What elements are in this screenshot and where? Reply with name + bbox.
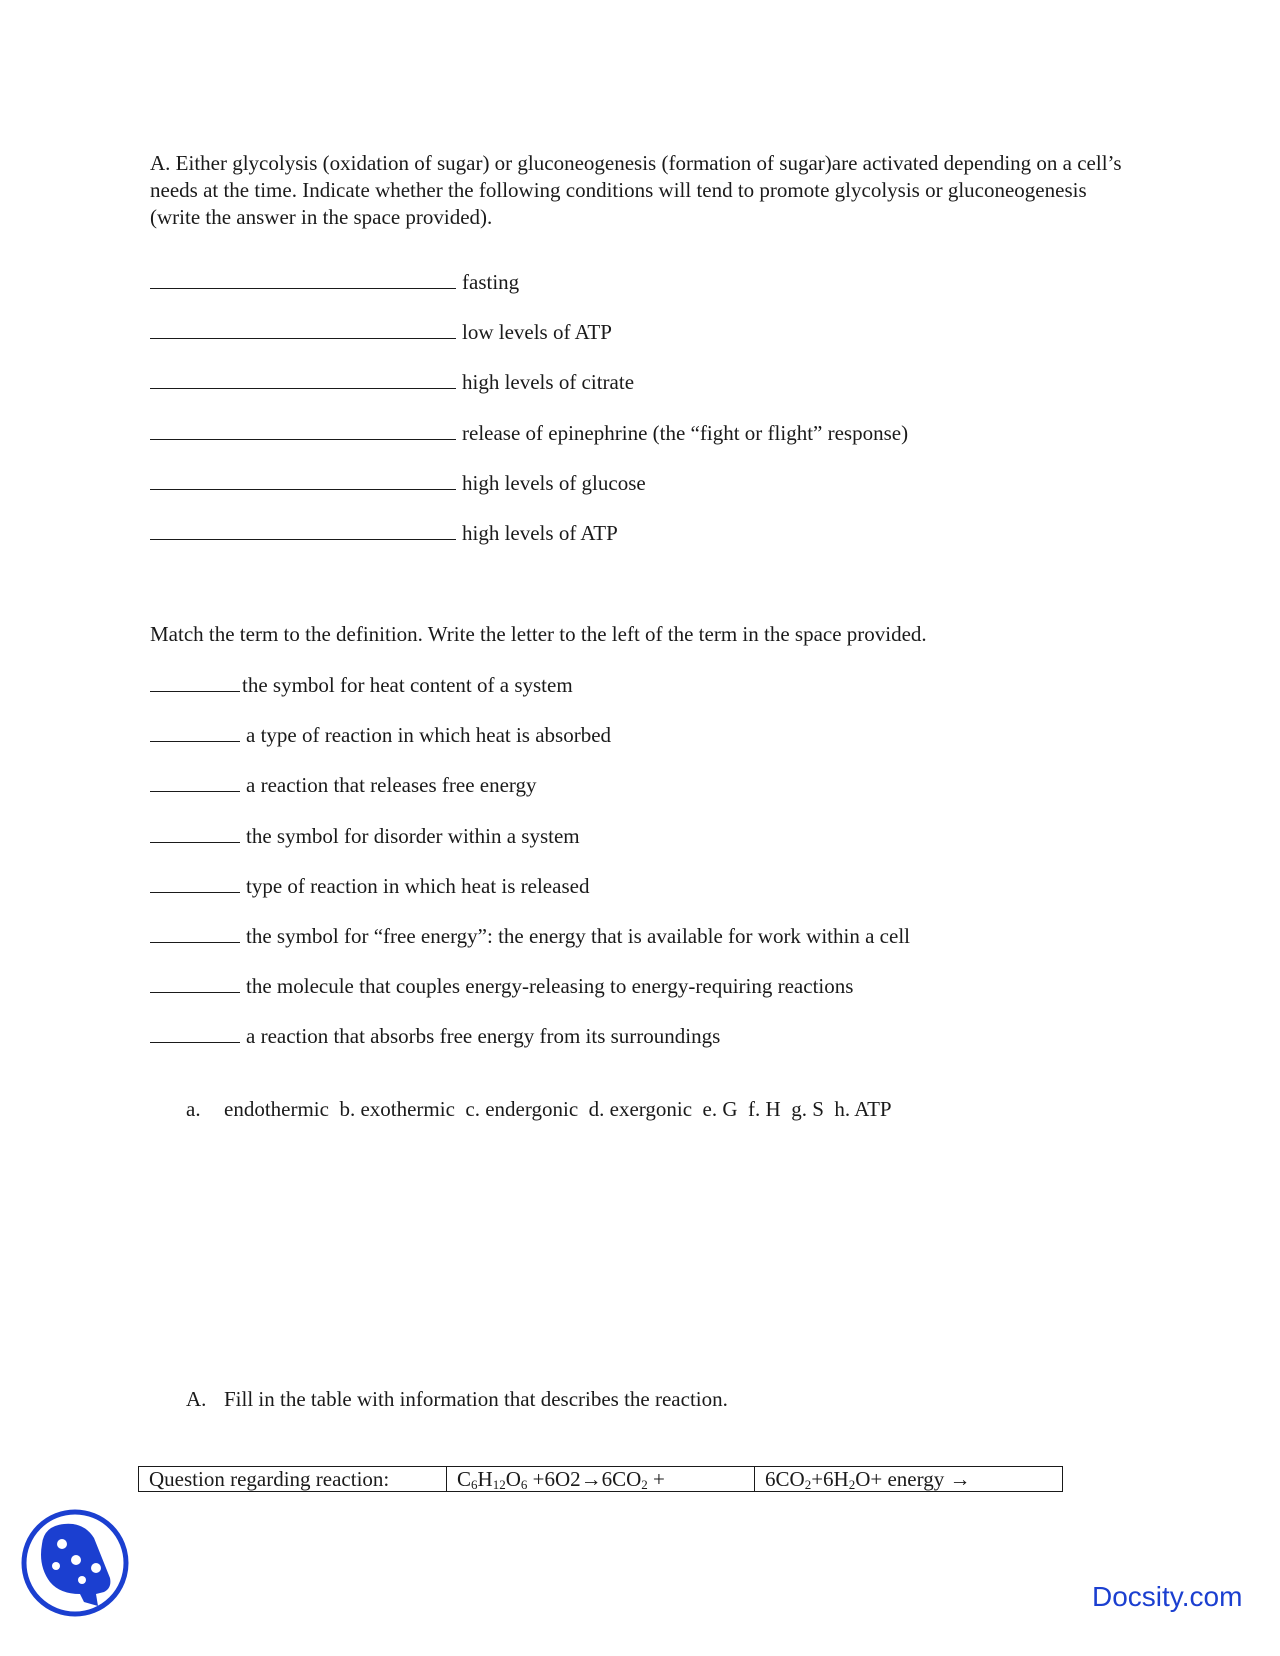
condition-row bbox=[150, 268, 519, 295]
condition-row bbox=[150, 519, 618, 546]
condition-row bbox=[150, 419, 908, 446]
docsity-logo-icon bbox=[20, 1508, 130, 1618]
answer-blank[interactable] bbox=[150, 671, 240, 692]
answer-blank[interactable] bbox=[150, 721, 240, 742]
definition-text: type of reaction in which heat is released bbox=[246, 874, 590, 898]
answer-blank[interactable] bbox=[150, 419, 456, 440]
definition-row bbox=[150, 771, 537, 798]
definition-row bbox=[150, 972, 853, 999]
condition-row bbox=[150, 368, 634, 395]
docsity-brand-link[interactable]: Docsity.com bbox=[1092, 1581, 1243, 1612]
condition-text: high levels of ATP bbox=[462, 521, 618, 545]
definition-row bbox=[150, 721, 611, 748]
table-instruction-text: Fill in the table with information that describes the reaction. bbox=[224, 1387, 728, 1411]
condition-row bbox=[150, 469, 646, 496]
definition-text: the symbol for disorder within a system bbox=[246, 824, 580, 848]
answer-blank[interactable] bbox=[150, 922, 240, 943]
answer-blank[interactable] bbox=[150, 771, 240, 792]
header-cell-question: Question regarding reaction: bbox=[139, 1467, 447, 1492]
answer-blank[interactable] bbox=[150, 469, 456, 490]
definition-text: a reaction that releases free energy bbox=[246, 773, 537, 797]
options-enum: a. bbox=[186, 1097, 201, 1121]
definition-row bbox=[150, 1022, 720, 1049]
reaction-table bbox=[138, 1466, 1063, 1492]
condition-row bbox=[150, 318, 612, 345]
definition-text: the symbol for “free energy”: the energy that is available for work within a cell bbox=[246, 924, 910, 948]
definition-row bbox=[150, 872, 589, 899]
answer-blank[interactable] bbox=[150, 1022, 240, 1043]
header-cell-respiration: $C_6H_{12}O_6 +6O2\to 6CO_2$ + bbox=[447, 1467, 755, 1492]
answer-blank[interactable] bbox=[150, 318, 456, 339]
answer-blank[interactable] bbox=[150, 822, 240, 843]
answer-blank[interactable] bbox=[150, 268, 456, 289]
definition-row bbox=[150, 822, 580, 849]
table-instruction-enum: A. bbox=[186, 1387, 207, 1411]
definition-text: the symbol for heat content of a system bbox=[242, 673, 573, 697]
answer-blank[interactable] bbox=[150, 872, 240, 893]
matching-instruction: Match the term to the definition. Write the letter to the left of the term in the space provided. bbox=[150, 622, 927, 646]
term-options bbox=[186, 1096, 892, 1122]
condition-text: high levels of glucose bbox=[462, 471, 646, 495]
section-a-intro: A. Either glycolysis (oxidation of sugar) or gluconeogenesis (formation of sugar)are activated depending on a cell’s needs at the time. Indicate whether the following conditions will tend to promote glycolysis or gluconeogenesis (write the answer in the space provided). bbox=[150, 151, 1122, 229]
condition-text: fasting bbox=[462, 270, 520, 294]
condition-text: high levels of citrate bbox=[462, 370, 635, 394]
condition-text: release of epinephrine (the “fight or flight” response) bbox=[462, 421, 909, 445]
header-cell-photosynthesis: $6CO_2+6H_2O+$ energy → bbox=[755, 1467, 1063, 1492]
answer-blank[interactable] bbox=[150, 519, 456, 540]
definition-row bbox=[150, 922, 910, 949]
table-instruction bbox=[186, 1386, 728, 1412]
table-header-row bbox=[139, 1467, 1063, 1492]
definition-row bbox=[150, 671, 573, 698]
definition-text: a reaction that absorbs free energy from its surroundings bbox=[246, 1024, 721, 1048]
definition-text: the molecule that couples energy-releasing to energy-requiring reactions bbox=[246, 974, 854, 998]
answer-blank[interactable] bbox=[150, 368, 456, 389]
answer-blank[interactable] bbox=[150, 972, 240, 993]
options-text: endothermic b. exothermic c. endergonic d. exergonic e. G f. H g. S h. ATP bbox=[224, 1097, 892, 1121]
condition-text: low levels of ATP bbox=[462, 320, 612, 344]
definition-text: a type of reaction in which heat is absorbed bbox=[246, 723, 612, 747]
